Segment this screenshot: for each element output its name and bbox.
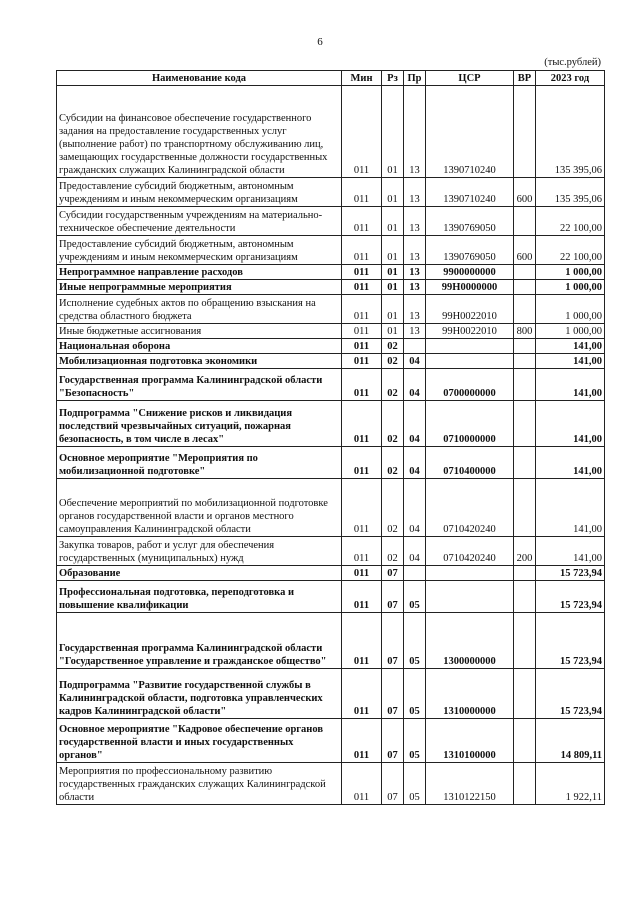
row-vr [514, 447, 536, 479]
row-name: Непрограммное направление расходов [57, 265, 342, 280]
row-min: 011 [342, 236, 382, 265]
table-row [57, 369, 605, 401]
row-value: 15 723,94 [536, 581, 605, 613]
row-pr: 05 [404, 669, 426, 719]
row-min: 011 [342, 324, 382, 339]
row-vr: 600 [514, 178, 536, 207]
header-pr: Пр [404, 71, 426, 86]
row-min: 011 [342, 566, 382, 581]
row-name: Профессиональная подготовка, переподготовка и повышение квалификации [57, 581, 342, 613]
table-row [57, 537, 605, 566]
row-pr: 05 [404, 581, 426, 613]
row-csr [426, 566, 514, 581]
row-csr: 1310122150 [426, 763, 514, 805]
row-vr [514, 566, 536, 581]
row-rz: 01 [382, 324, 404, 339]
row-name: Предоставление субсидий бюджетным, автономным учреждениям и иным некоммерческим организациям [57, 236, 342, 265]
row-value: 1 000,00 [536, 295, 605, 324]
row-rz: 07 [382, 669, 404, 719]
row-pr: 04 [404, 354, 426, 369]
row-min: 011 [342, 354, 382, 369]
row-csr: 1300000000 [426, 613, 514, 669]
row-value: 141,00 [536, 537, 605, 566]
row-csr [426, 581, 514, 613]
table-row [57, 280, 605, 295]
row-min: 011 [342, 369, 382, 401]
row-name: Субсидии государственным учреждениям на материально-техническое обеспечение деятельности [57, 207, 342, 236]
row-pr: 13 [404, 236, 426, 265]
row-name: Мероприятия по профессиональному развитию государственных гражданских служащих Калининградской области [57, 763, 342, 805]
row-min: 011 [342, 581, 382, 613]
row-value: 22 100,00 [536, 236, 605, 265]
row-rz: 02 [382, 479, 404, 537]
row-value: 141,00 [536, 369, 605, 401]
row-pr [404, 566, 426, 581]
row-rz: 01 [382, 236, 404, 265]
row-min: 011 [342, 719, 382, 763]
table-row [57, 207, 605, 236]
row-value: 14 809,11 [536, 719, 605, 763]
row-min: 011 [342, 280, 382, 295]
table-row [57, 339, 605, 354]
table-row [57, 613, 605, 669]
row-pr: 13 [404, 265, 426, 280]
row-name: Субсидии на финансовое обеспечение государственного задания на предоставление государственных услуг (выполнение работ) по транспортному обслуживанию лиц, замещающих государственные должности государственных гражданских служащих Калининградской области [57, 86, 342, 178]
header-min: Мин [342, 71, 382, 86]
table-row [57, 295, 605, 324]
header-csr: ЦСР [426, 71, 514, 86]
row-rz: 07 [382, 719, 404, 763]
row-name: Закупка товаров, работ и услуг для обеспечения государственных (муниципальных) нужд [57, 537, 342, 566]
row-rz: 07 [382, 763, 404, 805]
row-csr: 1390769050 [426, 207, 514, 236]
row-pr: 13 [404, 207, 426, 236]
row-min: 011 [342, 401, 382, 447]
row-pr: 13 [404, 280, 426, 295]
row-csr: 1390710240 [426, 178, 514, 207]
row-value: 135 395,06 [536, 86, 605, 178]
row-name: Обеспечение мероприятий по мобилизационной подготовке органов государственной власти и органов местного самоуправления Калининградской области [57, 479, 342, 537]
row-value: 141,00 [536, 479, 605, 537]
row-rz: 02 [382, 339, 404, 354]
row-rz: 02 [382, 369, 404, 401]
row-rz: 01 [382, 295, 404, 324]
row-pr: 13 [404, 295, 426, 324]
row-name: Основное мероприятие "Мероприятия по мобилизационной подготовке" [57, 447, 342, 479]
row-pr: 04 [404, 401, 426, 447]
row-pr: 04 [404, 447, 426, 479]
row-pr: 05 [404, 763, 426, 805]
row-csr: 1390769050 [426, 236, 514, 265]
row-value: 135 395,06 [536, 178, 605, 207]
row-vr [514, 354, 536, 369]
row-value: 22 100,00 [536, 207, 605, 236]
row-csr: 0710420240 [426, 537, 514, 566]
row-vr [514, 369, 536, 401]
header-vr: ВР [514, 71, 536, 86]
row-rz: 02 [382, 537, 404, 566]
header-row [57, 71, 605, 86]
row-name: Национальная оборона [57, 339, 342, 354]
table-row [57, 178, 605, 207]
row-name: Иные непрограммные мероприятия [57, 280, 342, 295]
table-row [57, 265, 605, 280]
row-pr: 13 [404, 324, 426, 339]
row-name: Иные бюджетные ассигнования [57, 324, 342, 339]
table-row [57, 447, 605, 479]
row-csr: 0700000000 [426, 369, 514, 401]
header-name: Наименование кода [57, 71, 342, 86]
row-csr: 1390710240 [426, 86, 514, 178]
row-pr: 04 [404, 537, 426, 566]
row-csr: 99Н0022010 [426, 295, 514, 324]
table-row [57, 354, 605, 369]
row-value: 15 723,94 [536, 613, 605, 669]
row-vr [514, 86, 536, 178]
row-csr: 0710000000 [426, 401, 514, 447]
row-csr: 9900000000 [426, 265, 514, 280]
row-value: 141,00 [536, 401, 605, 447]
row-name: Мобилизационная подготовка экономики [57, 354, 342, 369]
row-name: Подпрограмма "Развитие государственной службы в Калининградской области, подготовка управленческих кадров Калининградской области" [57, 669, 342, 719]
row-min: 011 [342, 265, 382, 280]
row-vr: 800 [514, 324, 536, 339]
row-name: Государственная программа Калининградской области "Государственное управление и гражданское общество" [57, 613, 342, 669]
row-vr: 600 [514, 236, 536, 265]
row-csr: 1310000000 [426, 669, 514, 719]
row-pr: 05 [404, 613, 426, 669]
row-min: 011 [342, 447, 382, 479]
row-pr: 04 [404, 369, 426, 401]
header-rz: Рз [382, 71, 404, 86]
row-min: 011 [342, 207, 382, 236]
row-rz: 02 [382, 401, 404, 447]
row-csr: 99Н0000000 [426, 280, 514, 295]
row-min: 011 [342, 295, 382, 324]
row-vr [514, 280, 536, 295]
row-csr: 1310100000 [426, 719, 514, 763]
row-vr [514, 763, 536, 805]
row-pr: 13 [404, 178, 426, 207]
table-row [57, 236, 605, 265]
row-value: 141,00 [536, 354, 605, 369]
row-vr [514, 669, 536, 719]
row-pr: 13 [404, 86, 426, 178]
row-min: 011 [342, 669, 382, 719]
row-min: 011 [342, 763, 382, 805]
row-min: 011 [342, 339, 382, 354]
table-row [57, 86, 605, 178]
row-value: 15 723,94 [536, 566, 605, 581]
row-value: 1 000,00 [536, 324, 605, 339]
budget-table [56, 70, 605, 805]
row-name: Предоставление субсидий бюджетным, автономным учреждениям и иным некоммерческим организациям [57, 178, 342, 207]
table-row [57, 763, 605, 805]
row-rz: 01 [382, 178, 404, 207]
row-vr [514, 339, 536, 354]
row-vr [514, 295, 536, 324]
row-pr [404, 339, 426, 354]
table-row [57, 719, 605, 763]
row-name: Подпрограмма "Снижение рисков и ликвидация последствий чрезвычайных ситуаций, пожарная безопасность, в том числе в лесах" [57, 401, 342, 447]
row-rz: 01 [382, 207, 404, 236]
row-csr: 0710420240 [426, 479, 514, 537]
row-min: 011 [342, 86, 382, 178]
row-name: Образование [57, 566, 342, 581]
row-rz: 02 [382, 354, 404, 369]
row-csr: 99Н0022010 [426, 324, 514, 339]
page-number: 6 [317, 36, 323, 48]
header-year: 2023 год [536, 71, 605, 86]
row-rz: 02 [382, 447, 404, 479]
row-name: Государственная программа Калининградской области "Безопасность" [57, 369, 342, 401]
table-row [57, 401, 605, 447]
row-value: 1 000,00 [536, 280, 605, 295]
table-row [57, 669, 605, 719]
table-row [57, 479, 605, 537]
row-csr [426, 339, 514, 354]
row-pr: 05 [404, 719, 426, 763]
row-csr: 0710400000 [426, 447, 514, 479]
row-vr: 200 [514, 537, 536, 566]
row-vr [514, 265, 536, 280]
row-rz: 07 [382, 613, 404, 669]
row-rz: 01 [382, 280, 404, 295]
row-vr [514, 207, 536, 236]
row-rz: 07 [382, 581, 404, 613]
row-value: 141,00 [536, 447, 605, 479]
table-row [57, 581, 605, 613]
row-vr [514, 719, 536, 763]
row-min: 011 [342, 479, 382, 537]
row-name: Основное мероприятие "Кадровое обеспечение органов государственной власти и иных государственных органов" [57, 719, 342, 763]
row-csr [426, 354, 514, 369]
units-label: (тыс.рублей) [544, 57, 601, 68]
table-row [57, 324, 605, 339]
row-vr [514, 479, 536, 537]
row-rz: 01 [382, 86, 404, 178]
row-value: 1 000,00 [536, 265, 605, 280]
row-rz: 01 [382, 265, 404, 280]
row-min: 011 [342, 537, 382, 566]
row-min: 011 [342, 613, 382, 669]
row-value: 141,00 [536, 339, 605, 354]
row-min: 011 [342, 178, 382, 207]
row-value: 15 723,94 [536, 669, 605, 719]
row-rz: 07 [382, 566, 404, 581]
row-vr [514, 401, 536, 447]
row-pr: 04 [404, 479, 426, 537]
table-row [57, 566, 605, 581]
row-name: Исполнение судебных актов по обращению взыскания на средства областного бюджета [57, 295, 342, 324]
row-value: 1 922,11 [536, 763, 605, 805]
row-vr [514, 613, 536, 669]
row-vr [514, 581, 536, 613]
